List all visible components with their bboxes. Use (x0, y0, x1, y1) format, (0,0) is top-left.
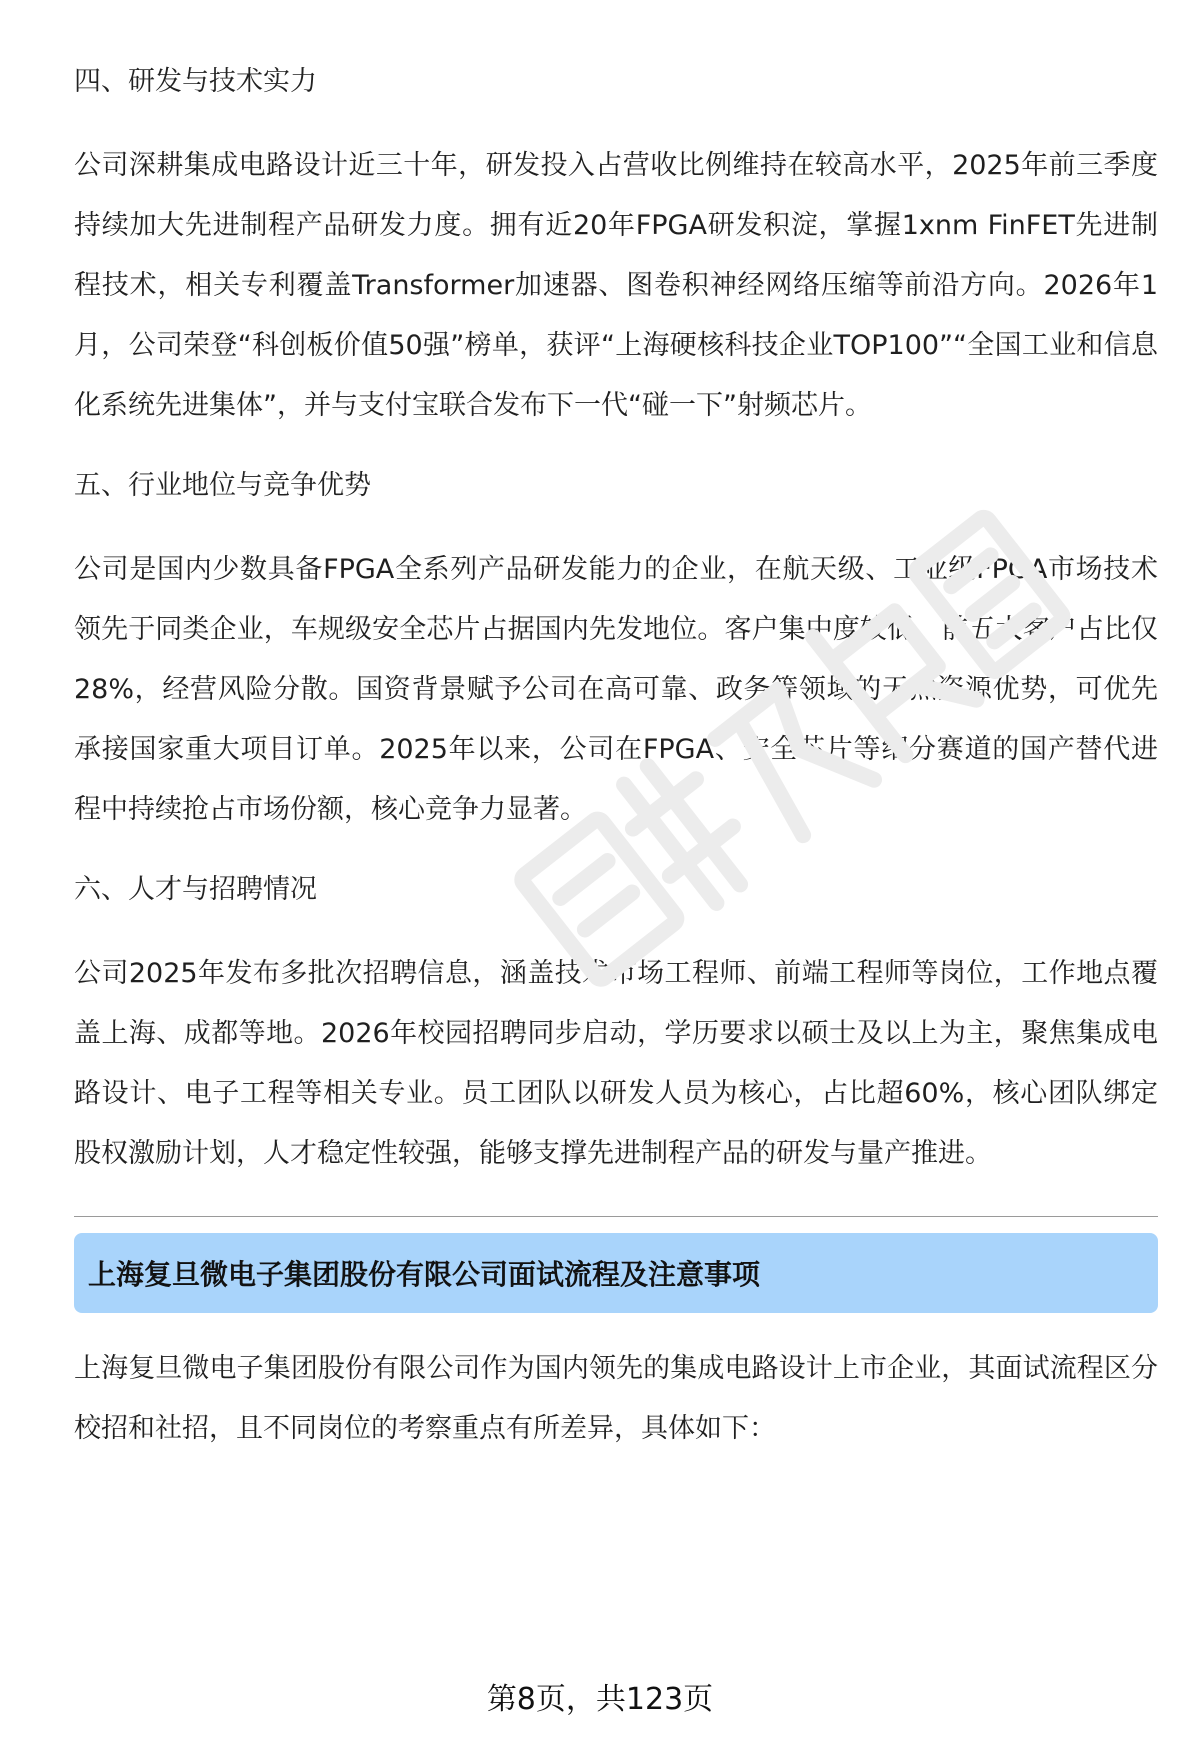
page-number: 第8页，共123页 (486, 1682, 714, 1717)
document-content (74, 62, 1158, 1489)
highlight-title: 上海复旦微电子集团股份有限公司面试流程及注意事项 (88, 1258, 761, 1291)
intro-paragraph: 上海复旦微电子集团股份有限公司作为国内领先的集成电路设计上市企业，其面试流程区分校招和社招，且不同岗位的考察重点有所差异，具体如下： (74, 1353, 1158, 1444)
section-paragraph-talent: 公司2025年发布多批次招聘信息，涵盖技术市场工程师、前端工程师等岗位，工作地点覆盖上海、成都等地。2026年校园招聘同步启动，学历要求以硕士及以上为主，聚焦集成电路设计、电子工程等相关专业。员工团队以研发人员为核心，占比超60%，核心团队绑定股权激励计划，人才稳定性较强，能够支撑先进制程产品的研发与量产推进。 (74, 958, 1158, 1169)
section-heading-rd: 四、研发与技术实力 (74, 66, 317, 97)
section-paragraph-industry: 公司是国内少数具备FPGA全系列产品研发能力的企业，在航天级、工业级FPGA市场技术领先于同类企业，车规级安全芯片占据国内先发地位。客户集中度较低，前五大客户占比仅28%，经营风险分散。国资背景赋予公司在高可靠、政务等领域的天然资源优势，可优先承接国家重大项目订单。2025年以来，公司在FPGA、安全芯片等细分赛道的国产替代进程中持续抢占市场份额，核心竞争力显著。 (74, 554, 1158, 825)
section-heading-industry: 五、行业地位与竞争优势 (74, 470, 371, 501)
section-paragraph-rd: 公司深耕集成电路设计近三十年，研发投入占营收比例维持在较高水平，2025年前三季度持续加大先进制程产品研发力度。拥有近20年FPGA研发积淀，掌握1xnm FinFET先进制程技术，相关专利覆盖Transformer加速器、图卷积神经网络压缩等前沿方向。2026年1月，公司荣登“科创板价值50强”榜单，获评“上海硬核科技企业TOP100”“全国工业和信息化系统先进集体”，并与支付宝联合发布下一代“碰一下”射频芯片。 (74, 150, 1158, 421)
section-heading-talent: 六、人才与招聘情况 (74, 874, 317, 905)
highlight-title-box (74, 1233, 1158, 1313)
section-divider (74, 1216, 1158, 1217)
